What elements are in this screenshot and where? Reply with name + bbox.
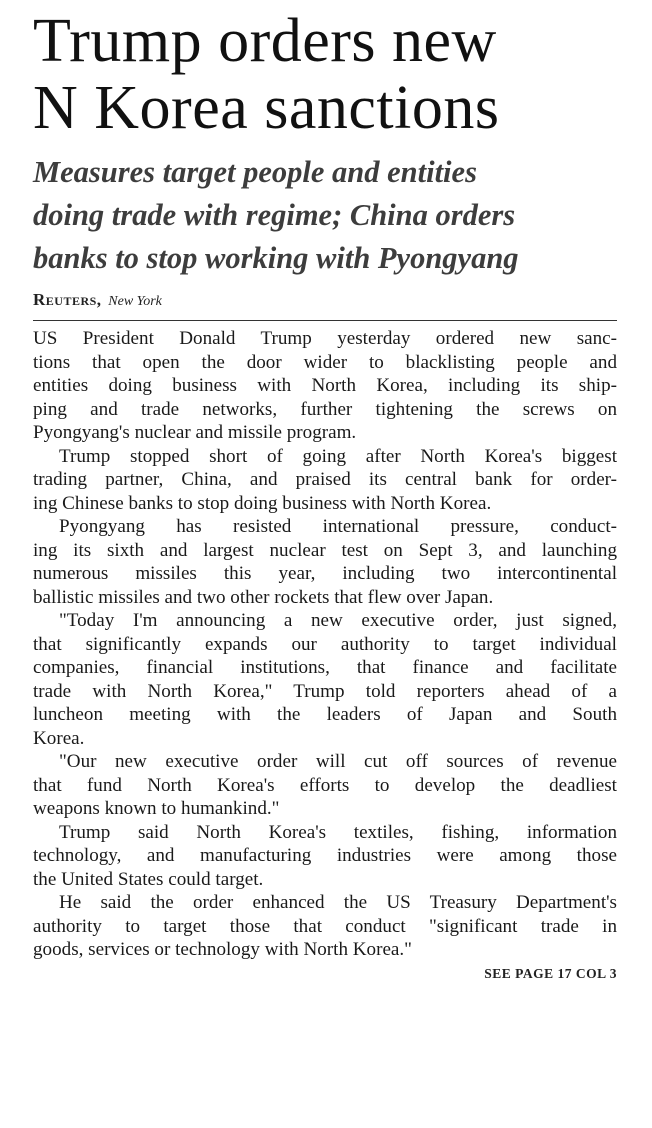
- paragraph-line: US President Donald Trump yesterday ordered new sanc-: [33, 328, 617, 349]
- article-paragraph: [33, 891, 617, 962]
- article-body: [33, 327, 617, 962]
- byline-dateline: New York: [108, 294, 162, 309]
- paragraph-line: ing Chinese banks to stop doing business with North Korea.: [33, 492, 492, 514]
- paragraph-line: Pyongyang has resisted international pressure, conduct-: [59, 516, 617, 537]
- paragraph-line: tions that open the door wider to blacklisting people and: [33, 351, 617, 373]
- paragraph-line: that fund North Korea's efforts to develop the deadliest: [33, 774, 617, 796]
- paragraph-line: numerous missiles this year, including two intercontinental: [33, 563, 617, 584]
- byline: [33, 291, 617, 321]
- paragraph-line: ballistic missiles and two other rockets that flew over Japan.: [33, 586, 494, 608]
- subheadline-line: Measures target people and entities: [33, 155, 477, 189]
- paragraph-line: Korea.: [33, 727, 85, 749]
- article-paragraph: [33, 750, 617, 821]
- byline-agency: Reuters,: [33, 290, 102, 309]
- article-paragraph: [33, 445, 617, 516]
- paragraph-line: Trump said North Korea's textiles, fishing, information: [59, 821, 617, 843]
- paragraph-line: that significantly expands our authority to target individual: [33, 633, 617, 655]
- paragraph-line: "Our new executive order will cut off sources of revenue: [59, 751, 617, 772]
- subheadline-line: banks to stop working with Pyongyang: [33, 241, 519, 275]
- paragraph-line: "Today I'm announcing a new executive order, just signed,: [59, 610, 617, 631]
- paragraph-line: entities doing business with North Korea, including its ship-: [33, 375, 617, 396]
- paragraph-line: ping and trade networks, further tightening the screws on: [33, 398, 617, 420]
- paragraph-line: Pyongyang's nuclear and missile program.: [33, 422, 357, 443]
- paragraph-line: authority to target those that conduct "significant trade in: [33, 915, 617, 937]
- article: [33, 8, 617, 982]
- paragraph-line: technology, and manufacturing industries were among those: [33, 845, 617, 866]
- headline-line: Trump orders new: [33, 7, 497, 75]
- paragraph-line: ing its sixth and largest nuclear test on Sept 3, and launching: [33, 539, 617, 561]
- article-paragraph: [33, 327, 617, 445]
- article-paragraph: [33, 609, 617, 750]
- article-paragraph: [33, 515, 617, 609]
- paragraph-line: weapons known to humankind.": [33, 798, 280, 819]
- subheadline: [33, 151, 617, 280]
- paragraph-line: Trump stopped short of going after North Korea's biggest: [59, 445, 617, 467]
- paragraph-line: trading partner, China, and praised its central bank for order-: [33, 469, 617, 490]
- article-paragraph: [33, 821, 617, 892]
- paragraph-line: goods, services or technology with North Korea.": [33, 939, 412, 960]
- subheadline-line: doing trade with regime; China orders: [33, 198, 516, 232]
- paragraph-line: luncheon meeting with the leaders of Japan and South: [33, 704, 617, 725]
- paragraph-line: trade with North Korea," Trump told reporters ahead of a: [33, 680, 617, 702]
- headline: [33, 8, 617, 142]
- headline-line: N Korea sanctions: [33, 74, 500, 142]
- continuation-note: SEE PAGE 17 COL 3: [484, 965, 617, 981]
- paragraph-line: companies, financial institutions, that finance and facilitate: [33, 657, 617, 678]
- paragraph-line: He said the order enhanced the US Treasury Department's: [59, 892, 617, 913]
- paragraph-line: the United States could target.: [33, 868, 264, 890]
